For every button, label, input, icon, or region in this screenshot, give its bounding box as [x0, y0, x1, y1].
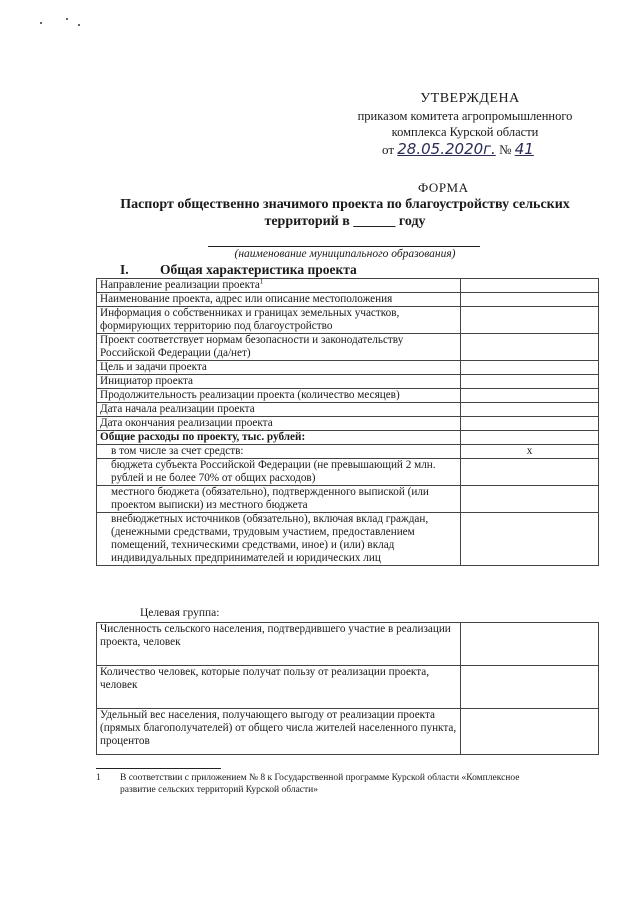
scan-speck	[40, 22, 42, 24]
scan-speck	[66, 18, 68, 20]
target-group-label: Целевая группа:	[140, 607, 220, 619]
row-value-field[interactable]	[461, 666, 599, 709]
footnote-separator	[96, 768, 221, 769]
section-number: I.	[120, 262, 129, 277]
row-value-field[interactable]	[461, 709, 599, 755]
row-label: Информация о собственниках и границах земельных участков, формирующих территорию под благоустройство	[97, 307, 461, 334]
section-title: Общая характеристика проекта	[160, 262, 357, 277]
row-value-field: х	[461, 445, 599, 459]
row-label: Наименование проекта, адрес или описание местоположения	[97, 293, 461, 307]
table-row	[97, 334, 599, 361]
scan-speck	[78, 24, 80, 26]
row-label: Дата начала реализации проекта	[97, 403, 461, 417]
document-title	[96, 196, 594, 230]
table-row	[97, 513, 599, 566]
table-row	[97, 279, 599, 293]
row-value-field[interactable]	[461, 459, 599, 486]
form-label: ФОРМА	[418, 180, 469, 195]
number-prefix: №	[499, 141, 512, 157]
row-value-field[interactable]	[461, 293, 599, 307]
municipality-blank-line	[208, 246, 480, 247]
footnote-mark: 1	[96, 773, 101, 783]
table-row	[97, 361, 599, 375]
row-label: Общие расходы по проекту, тыс. рублей:	[97, 431, 461, 445]
row-value-field[interactable]	[461, 431, 599, 445]
footnote-text: В соответствии с приложением № 8 к Государственной программе Курской области «Комплексное развитие сельских территорий Курской области»	[120, 773, 520, 795]
row-value-field[interactable]	[461, 403, 599, 417]
table-row	[97, 375, 599, 389]
handwritten-date: 28.05.2020г.	[397, 139, 496, 158]
approval-block	[330, 91, 600, 158]
row-value-field[interactable]	[461, 279, 599, 293]
table-row	[97, 417, 599, 431]
row-label: в том числе за счет средств:	[97, 445, 461, 459]
table-row	[97, 709, 599, 755]
footnote-ref: 1	[259, 277, 264, 286]
table-row	[97, 623, 599, 666]
row-value-field[interactable]	[461, 375, 599, 389]
document-title-line-1: Паспорт общественно значимого проекта по благоустройству сельских	[120, 197, 570, 212]
row-value-field[interactable]	[461, 623, 599, 666]
table-row	[97, 459, 599, 486]
municipality-caption: (наименование муниципального образования)	[234, 248, 456, 260]
section-heading	[120, 262, 357, 278]
approval-line-1: приказом комитета агропромышленного	[357, 108, 573, 123]
project-characteristics-table	[96, 278, 599, 566]
row-label: Количество человек, которые получат пользу от реализации проекта, человек	[97, 666, 461, 709]
table-row	[97, 486, 599, 513]
date-prefix: от	[382, 141, 395, 157]
row-label: Направление реализации проекта$^1$	[97, 279, 461, 293]
document-title-line-2: территорий в ______ году	[264, 214, 426, 229]
row-value-field[interactable]	[461, 389, 599, 403]
row-label: местного бюджета (обязательно), подтвержденного выпиской (или проектом выписки) из местного бюджета	[97, 486, 461, 513]
approval-line-2: комплекса Курской области	[391, 125, 539, 139]
table-row	[97, 389, 599, 403]
handwritten-number: 41	[514, 139, 534, 158]
row-label: Удельный вес населения, получающего выгоду от реализации проекта (прямых благополучателей) от общего числа жителей населенного пункта, процентов	[97, 709, 461, 755]
row-value-field[interactable]	[461, 307, 599, 334]
target-group-table	[96, 622, 599, 755]
row-label: Инициатор проекта	[97, 375, 461, 389]
row-label: Продолжительность реализации проекта (количество месяцев)	[97, 389, 461, 403]
row-label: внебюджетных источников (обязательно), включая вклад граждан, (денежными средствами, трудовым участием, предоставлением помещений, техническими средствами, иное) и (или) вклад индивидуальных предпринимателей и юридических лиц	[97, 513, 461, 566]
footnote	[96, 772, 536, 796]
table-row	[97, 403, 599, 417]
row-value-field[interactable]	[461, 361, 599, 375]
table-row	[97, 445, 599, 459]
table-row	[97, 666, 599, 709]
row-value-field[interactable]	[461, 334, 599, 361]
row-label: Проект соответствует нормам безопасности и законодательству Российской Федерации (да/нет)	[97, 334, 461, 361]
row-label: Дата окончания реализации проекта	[97, 417, 461, 431]
row-label: Цель и задачи проекта	[97, 361, 461, 375]
row-label: бюджета субъекта Российской Федерации (не превышающий 2 млн. рублей и не более 70% от общих расходов)	[97, 459, 461, 486]
row-label: Численность сельского населения, подтвердившего участие в реализации проекта, человек	[97, 623, 461, 666]
table-row	[97, 307, 599, 334]
row-value-field[interactable]	[461, 486, 599, 513]
row-value-field[interactable]	[461, 417, 599, 431]
table-row	[97, 293, 599, 307]
table-row	[97, 431, 599, 445]
approval-title: УТВЕРЖДЕНА	[420, 91, 520, 106]
row-value-field[interactable]	[461, 513, 599, 566]
approval-date-row	[382, 141, 600, 159]
